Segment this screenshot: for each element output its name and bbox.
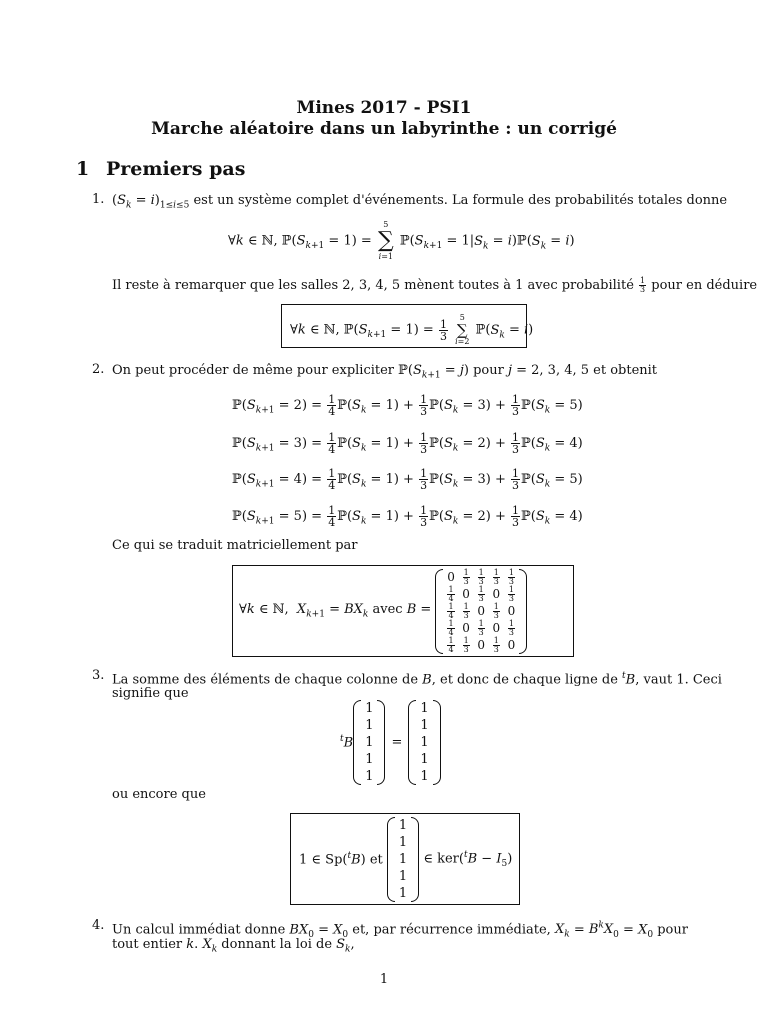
q3-text-line-1: La somme des éléments de chaque colonne de B, et donc de chaque ligne de $^t$B, vaut 1. Ceci (112, 671, 722, 688)
vector-entry: 1 (420, 735, 429, 750)
matrix-cell: $\frac{1}{3}$ (478, 567, 484, 586)
vector-entry: 1 (365, 769, 374, 784)
vector-entry: 1 (398, 834, 408, 850)
matrix-cell: $\frac{1}{3}$ (508, 584, 514, 603)
matrix-cell: $\frac{1}{3}$ (493, 601, 499, 620)
vector-entry: 1 (398, 851, 408, 867)
q3-result-formula: 1 ∈ Sp($^t$B) et 1 1 1 1 1 ∈ $ker(^tB - I_5)$ (299, 817, 513, 901)
q2-equation-5: $ℙ(S_{k+1} = 5)$ = $\frac{1}{4}$ $ℙ(S_k = 1)$ + $\frac{1}{3}$ $ℙ(S_k = 2)$ + $\frac{1}{3}$ $ℙ(S_k = 4)$ (232, 504, 583, 529)
item-number-2: 2. (92, 362, 105, 377)
matrix-cell: $\frac{1}{3}$ (478, 584, 484, 603)
matrix-row (443, 620, 518, 637)
q2-matrix-intro: Ce qui se traduit matriciellement par (112, 538, 358, 553)
page-number: 1 (379, 972, 389, 987)
section-number: 1 (76, 158, 90, 180)
title-line-1: Mines 2017 - PSI1 (296, 98, 472, 118)
matrix-row (443, 603, 518, 620)
vector-entry: 1 (365, 735, 374, 750)
matrix-cell: 0 (477, 638, 486, 652)
matrix-row (443, 637, 518, 654)
matrix-cell: $\frac{1}{4}$ (448, 635, 454, 654)
matrix-row (443, 569, 518, 586)
ones-vector-kernel (387, 817, 419, 902)
matrix-cell: $\frac{1}{3}$ (463, 567, 469, 586)
q2-equation-3: $ℙ(S_{k+1} = 3)$ = $\frac{1}{4}$ $ℙ(S_k = 1)$ + $\frac{1}{3}$ $ℙ(S_k = 2)$ + $\frac{1}{3}$ $ℙ(S_k = 4)$ (232, 431, 583, 456)
matrix-row (443, 586, 518, 603)
q2-matrix-box (232, 565, 574, 657)
q3-result-box (290, 813, 520, 905)
q2-equation-2: $ℙ(S_{k+1} = 2)$ = $\frac{1}{4}$ $ℙ(S_k = 1)$ + $\frac{1}{3}$ $ℙ(S_k = 3)$ + $\frac{1}{3}$ $ℙ(S_k = 5)$ (232, 393, 583, 418)
item-number-1: 1. (92, 192, 105, 207)
vector-entry: 1 (398, 817, 408, 833)
q2-matrix-formula: ∀k ∈ ℕ, $X_{k+1} = BX_k$ avec B = 0 $\frac{1}{3}$ $\frac{1}{3}$ $\frac{1}{3}$ $\frac{1}{3}$ $\frac{1}{4}$ 0 $\frac{1}{3}$ 0 $\frac{1}{3}$ $\frac{1}{4}$ $\frac{1}{3}$ 0 $\frac{1}{3}$ 0 $\frac{1}{4}$ 0 $\frac{1}{3}$ 0 $\frac{1}{3}$ $\frac{1}{4}$ $\frac{1}{3}$ 0 $\frac{1}{3}$ 0 (239, 570, 527, 652)
q3-or: ou encore que (112, 787, 206, 802)
matrix-cell: 0 (477, 604, 486, 618)
vector-entry: 1 (398, 868, 408, 884)
section-heading (76, 158, 245, 180)
q4-text-line-1: Un calcul immédiat donne $BX_0 = X_0$ et, par récurrence immédiate, $X_k = B^kX_0 = X_0$ pour (112, 921, 688, 940)
vector-entry: 1 (365, 701, 374, 716)
vector-entry: 1 (420, 718, 429, 733)
matrix-B (435, 569, 526, 654)
vector-entry: 1 (420, 769, 429, 784)
matrix-cell: 0 (447, 570, 455, 584)
matrix-cell: $\frac{1}{3}$ (508, 618, 514, 637)
sum-symbol: 5 ∑ i=1 (377, 220, 394, 261)
item-number-3: 3. (92, 668, 105, 683)
matrix-cell: 0 (507, 604, 516, 618)
matrix-cell: 0 (492, 621, 501, 635)
q4-text-line-2: tout entier k. $X_k$ donnant la loi de $S_k$, (112, 937, 355, 955)
vector-entry: 1 (365, 718, 374, 733)
matrix-cell: 0 (507, 638, 516, 652)
ones-vector-right (408, 700, 440, 785)
matrix-cell: $\frac{1}{3}$ (463, 635, 469, 654)
vector-entry: 1 (420, 701, 429, 716)
q1-result-box (281, 304, 534, 348)
q3-text-line-2: signifie que (112, 686, 189, 701)
q1-total-probability-formula: ∀k ∈ ℕ, $ℙ(S_{k+1} = 1)$ = 5 ∑ i=1 $ℙ(S_{k+1} = 1|S_k$ = $i)ℙ(S_k = i)$ (228, 220, 575, 261)
title-line-2: Marche aléatoire dans un labyrinthe : un corrigé (151, 119, 617, 139)
vector-entry: 1 (398, 885, 408, 901)
matrix-cell: $\frac{1}{3}$ (508, 567, 514, 586)
item-number-4: 4. (92, 918, 105, 933)
vector-entry: 1 (420, 752, 429, 767)
matrix-cell: $\frac{1}{4}$ (448, 601, 454, 620)
matrix-cell: 0 (492, 587, 501, 601)
q1-remark: Il reste à remarquer que les salles 2, 3, 4, 5 mènent toutes à 1 avec probabilité $\frac{1}{3}$ pour en déduire (112, 276, 758, 294)
section-title: Premiers pas (106, 158, 246, 180)
matrix-cell: $\frac{1}{4}$ (448, 584, 454, 603)
matrix-cell: $\frac{1}{3}$ (493, 635, 499, 654)
matrix-cell: 0 (462, 621, 470, 635)
q3-eigen-equation: $^t$B 1 1 1 1 1 = 1 1 1 1 1 (340, 700, 441, 785)
ones-vector-left (353, 700, 385, 785)
q2-text: On peut procéder de même pour expliciter $ℙ(S_{k+1} = j)$ pour j = 2, 3, 4, 5 et obtenit (112, 363, 658, 381)
vector-entry: 1 (365, 752, 374, 767)
matrix-cell: 0 (462, 587, 470, 601)
matrix-cell: $\frac{1}{4}$ (448, 618, 454, 637)
q1-text: $(S_k = i)_{1\le i\le 5}$ est un système complet d'événements. La formule des probabilités totales donne (112, 193, 728, 211)
q1-result-formula: ∀k ∈ ℕ, $ℙ(S_{k+1} = 1)$ = $\frac{1}{3}$ 5 ∑ i=2 $ℙ(S_k = i)$ (290, 313, 534, 346)
matrix-cell: $\frac{1}{3}$ (463, 601, 469, 620)
matrix-cell: $\frac{1}{3}$ (478, 618, 484, 637)
q2-equation-4: $ℙ(S_{k+1} = 4)$ = $\frac{1}{4}$ $ℙ(S_k = 1)$ + $\frac{1}{3}$ $ℙ(S_k = 3)$ + $\frac{1}{3}$ $ℙ(S_k = 5)$ (232, 467, 583, 492)
matrix-cell: $\frac{1}{3}$ (493, 567, 499, 586)
